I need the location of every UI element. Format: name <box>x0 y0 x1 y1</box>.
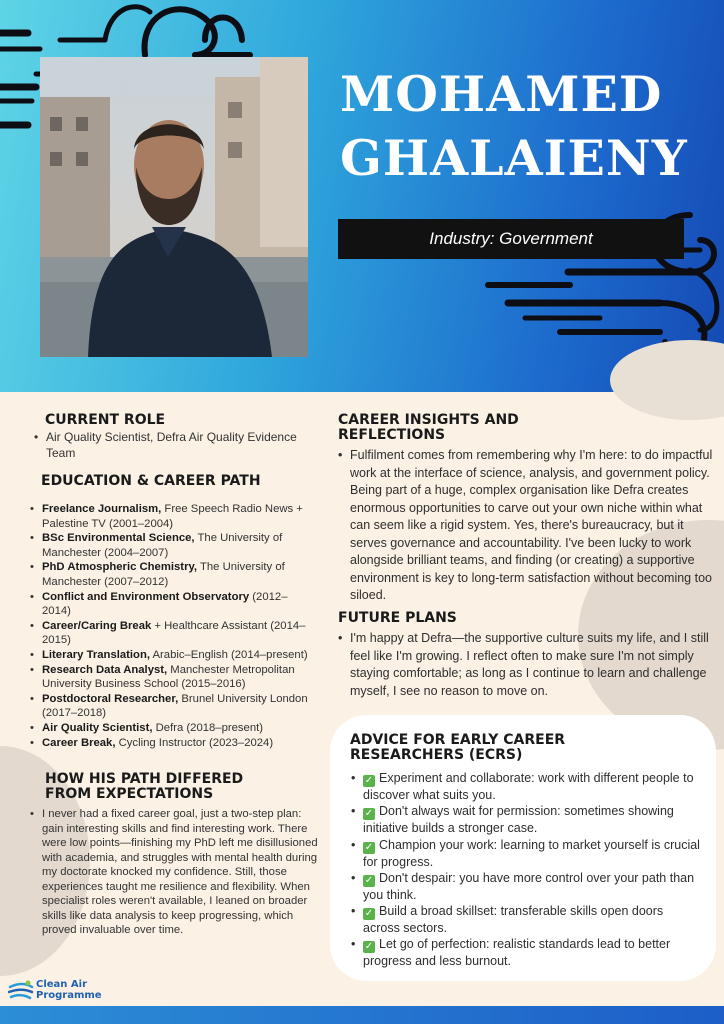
current-role-item: • Air Quality Scientist, Defra Air Quality Evidence Team <box>34 430 314 461</box>
education-item: • Research Data Analyst, Manchester Metropolitan University Business School (2015–2016) <box>30 663 316 692</box>
clean-air-programme-logo <box>8 976 118 1006</box>
path-differed-item: • I never had a fixed career goal, just a two-step plan: gain interesting skills and find interesting work. There were low points—finishing my PhD left me disillusioned with academia, and struggles with mental health during my doctorate knocked my confidence. Still, those experiences taught me resilience and flexibility. When specialist roles weren't available, I leaned on broader skills like data analysis to keep progressing, which proved invaluable over time. <box>30 807 320 938</box>
advice-item: • ✓ Champion your work: learning to market yourself is crucial for progress. <box>351 837 703 870</box>
logo-line1: Clean Air <box>36 979 87 990</box>
check-icon: ✓ <box>364 874 374 886</box>
education-item: • Conflict and Environment Observatory (2012–2014) <box>30 590 316 619</box>
future-plans-item: • I'm happy at Defra—the supportive culture suits my life, and I still feel like I'm growing. I reflect often to make sure I'm not simply staying comfortable; as long as I continue to learn and challenge myself, I see no reason to move on. <box>338 630 714 700</box>
path-differed-title: HOW HIS PATH DIFFERED FROM EXPECTATIONS <box>45 771 244 802</box>
header-banner <box>0 0 724 392</box>
education-item: • PhD Atmospheric Chemistry, The University of Manchester (2007–2012) <box>30 560 316 589</box>
education-item: • Career Break, Cycling Instructor (2023–2024) <box>30 736 316 751</box>
advice-item: • ✓ Let go of perfection: realistic standards lead to better progress and less burnout. <box>351 936 703 969</box>
education-title: EDUCATION & CAREER PATH <box>41 473 261 489</box>
advice-item: • ✓ Build a broad skillset: transferable skills open doors across sectors. <box>351 903 703 936</box>
education-item: • Career/Caring Break + Healthcare Assistant (2014–2015) <box>30 619 316 648</box>
future-plans-title: FUTURE PLANS <box>338 610 457 626</box>
future-plans-list <box>338 630 714 700</box>
insights-title: CAREER INSIGHTS AND REFLECTIONS <box>338 412 519 443</box>
check-icon: ✓ <box>364 941 374 953</box>
person-name <box>340 62 720 190</box>
industry-label: Industry: Government <box>338 219 684 259</box>
person-last-name: GHALAIENY <box>340 129 688 187</box>
check-icon: ✓ <box>364 841 374 853</box>
education-list <box>30 502 316 750</box>
check-icon: ✓ <box>364 908 374 920</box>
logo-line2: Programme <box>36 990 102 1001</box>
path-differed-list <box>30 807 320 938</box>
current-role-title: CURRENT ROLE <box>45 412 166 428</box>
insights-item: • Fulfilment comes from remembering why I'm here: to do impactful work at the interface of science, analysis, and government policy. Being part of a huge, complex organisation like Defra creates enormous opportunities to carve out your own niche within what can seem like a rigid system. Yes, there's bureaucracy, but it serves governance and accountability. I've been lucky to work alongside brilliant teams, and finding (or creating) a supportive environment is key to long-term satisfaction without becoming too siloed. <box>338 447 714 605</box>
wind-swirl-icon <box>8 979 34 1003</box>
education-item: • Postdoctoral Researcher, Brunel University London (2017–2018) <box>30 692 316 721</box>
person-first-name: MOHAMED <box>340 65 663 123</box>
advice-item: • ✓ Don't despair: you have more control over your path than you think. <box>351 870 703 903</box>
advice-item: • ✓ Don't always wait for permission: sometimes showing initiative builds a stronger case. <box>351 803 703 836</box>
education-item: • Freelance Journalism, Free Speech Radio News + Palestine TV (2001–2004) <box>30 502 316 531</box>
check-icon: ✓ <box>364 808 374 820</box>
profile-photo <box>40 57 308 357</box>
education-item: • Literary Translation, Arabic–English (2014–present) <box>30 648 316 663</box>
advice-title: ADVICE FOR EARLY CAREER RESEARCHERS (ECRS) <box>350 732 566 763</box>
footer-bar <box>0 1006 724 1024</box>
check-icon: ✓ <box>364 775 374 786</box>
advice-item: • ✓ Experiment and collaborate: work with different people to discover what suits you. <box>351 770 703 803</box>
education-item: • Air Quality Scientist, Defra (2018–present) <box>30 721 316 736</box>
current-role-list <box>34 430 314 461</box>
insights-list <box>338 447 714 605</box>
education-item: • BSc Environmental Science, The University of Manchester (2004–2007) <box>30 531 316 560</box>
advice-list <box>351 770 703 970</box>
